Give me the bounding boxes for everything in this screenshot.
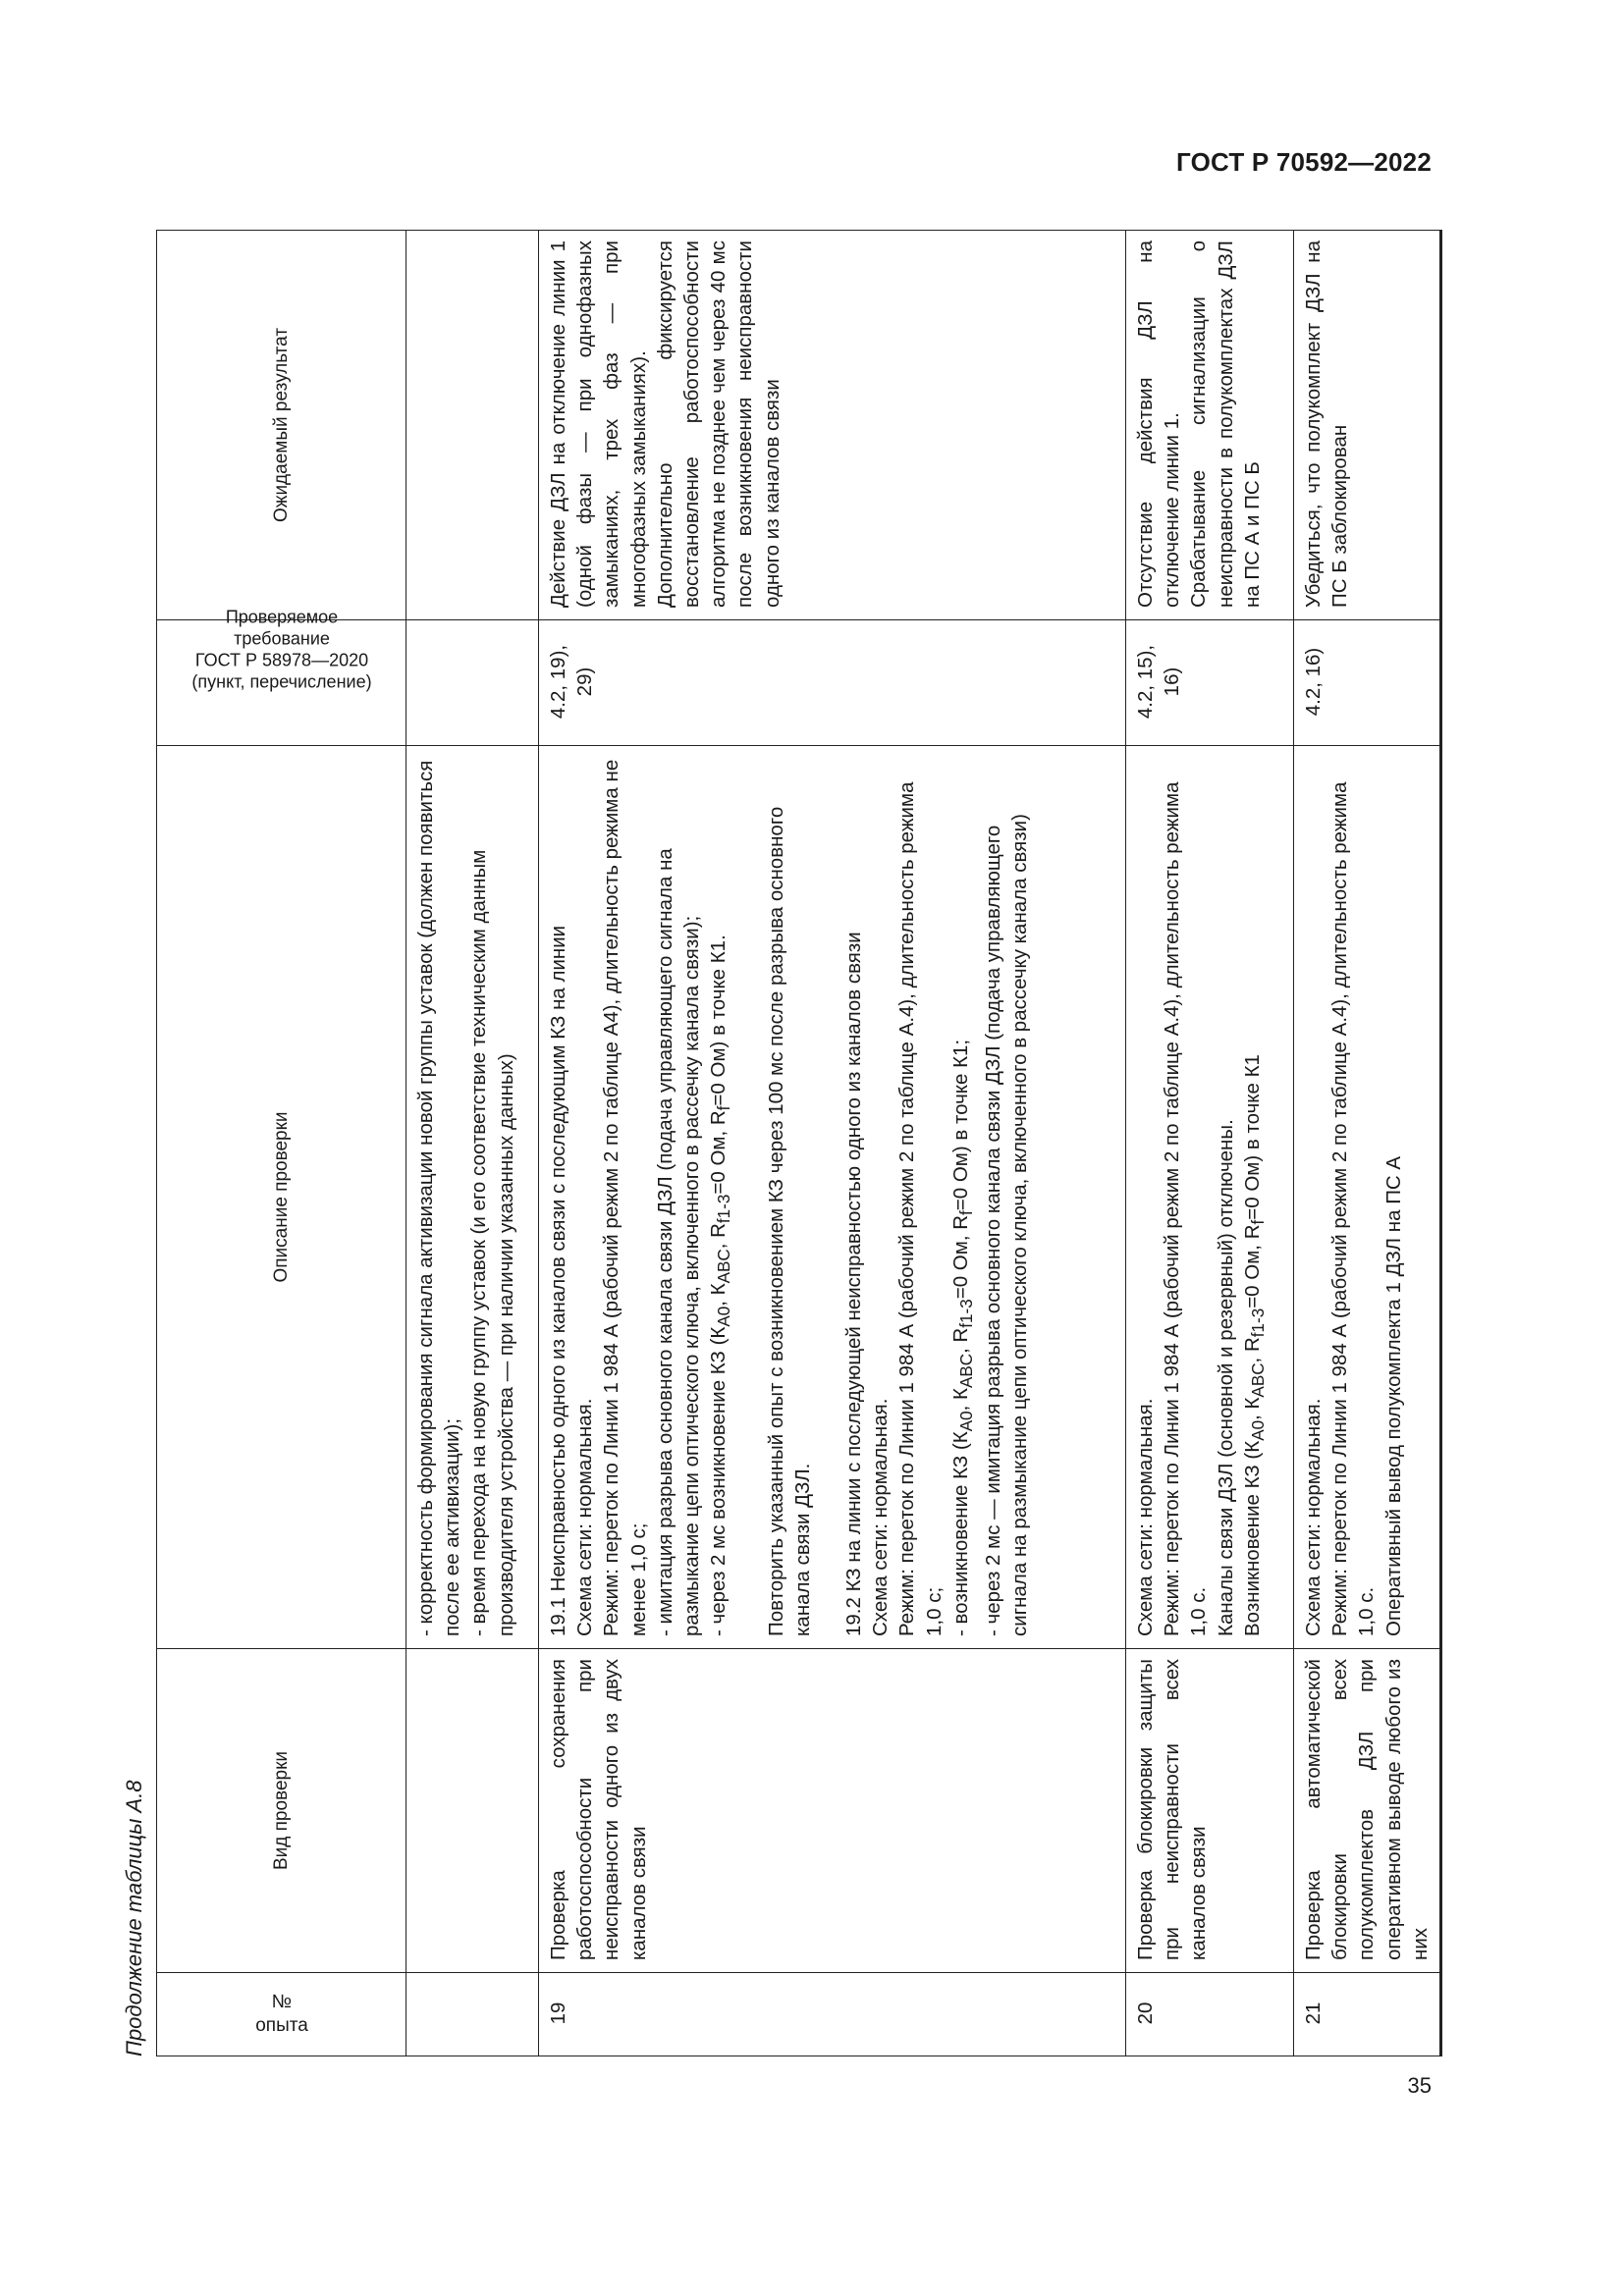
cell-exp: Убедиться, что полукомплект ДЗЛ на ПС Б заблокирован xyxy=(1294,231,1441,620)
cell-desc: Схема сети: нормальная. Режим: переток по Линии 1 984 А (рабочий режим 2 по таблице А.4), длительность режима 1,0 с. Каналы связи ДЗЛ (основной и резервный) отключены. Возникновение КЗ ($К_{A0}$, $К_{ABC}$, $R_{f1-3}=0$ Ом, $R_f=0$ Ом) в точке К1 xyxy=(1126,746,1294,1649)
cell-req: 4.2, 19), 29) xyxy=(539,620,1126,746)
cell-kind: Проверка сохранения работоспособности при неисправности одного из двух каналов связи xyxy=(539,1649,1126,1973)
page-number: 35 xyxy=(1407,2073,1432,2098)
standard-designation: ГОСТ Р 70592—2022 xyxy=(1176,147,1432,177)
cell-exp: Действие ДЗЛ на отключение линии 1 (одной фазы — при однофазных замыканиях, трех фаз — при многофазных замыканиях). Дополнительно фиксируется восстановление работоспособности алгоритма не позднее чем через 40 мс после возникновения неисправности одного из каналов связи xyxy=(539,231,1126,620)
cell-num: 19 xyxy=(539,1973,1126,2056)
cell-desc: Схема сети: нормальная. Режим: переток по Линии 1 984 А (рабочий режим 2 по таблице А.4), длительность режима 1,0 с. Оперативный вывод полукомплекта 1 ДЗЛ на ПС А xyxy=(1294,746,1441,1649)
cell-desc: - корректность формирования сигнала активизации новой группы уставок (должен появиться после ее активизации); - время перехода на новую группу уставок (и его соответствие техническим данным производителя устройства — при наличии указанных данных) xyxy=(406,746,539,1649)
short-circuit-spec: - через 2 мс возникновение КЗ ($К_{A0}$, $К_{ABC}$, $R_{f1-3}=0$ Ом, $R_f=0$ Ом) в точке К1. xyxy=(707,934,734,1636)
table-row xyxy=(1294,231,1441,2056)
table-header-row xyxy=(157,231,406,2056)
header-exp: Ожидаемый результат xyxy=(157,231,406,620)
cell-num: 21 xyxy=(1294,1973,1441,2056)
cell-exp: Отсутствие действия ДЗЛ на отключение линии 1. Срабатывание сигнализации о неисправности в полукомплектах ДЗЛ на ПС А и ПС Б xyxy=(1126,231,1294,620)
test-table xyxy=(156,230,1442,2056)
header-kind: Вид проверки xyxy=(157,1649,406,1973)
table-caption: Продолжение таблицы А.8 xyxy=(122,1780,146,2056)
cell-kind: Проверка блокировки защиты при неисправности всех каналов связи xyxy=(1126,1649,1294,1973)
cell-num: 20 xyxy=(1126,1973,1294,2056)
header-desc: Описание проверки xyxy=(157,746,406,1649)
cell-kind xyxy=(406,1649,539,1973)
table-row xyxy=(406,231,539,2056)
cell-desc: 19.1 Неисправностью одного из каналов связи с последующим КЗ на линии Схема сети: нормальная. Режим: переток по Линии 1 984 А (рабочий режим 2 по таблице А4), длительность режима не менее 1,0 с; - имитация разрыва основного канала связи ДЗЛ (подача управляющего сигнала на размыкание цепи оптического ключа, включенного в рассечку канала связи); - через 2 мс возникновение КЗ ($К_{A0}$, $К_{ABC}$, $R_{f1-3}=0$ Ом, $R_f=0$ Ом) в точке К1. Повторить указанный опыт с возникновением КЗ через 100 мс после разрыва основного канала связи ДЗЛ. 19.2 КЗ на линии с последующей неисправностью одного из каналов связи Схема сети: нормальная. Режим: переток по Линии 1 984 А (рабочий режим 2 по таблице А.4), длительность режима 1,0 с; - возникновение КЗ ($К_{A0}$, $К_{ABC}$, $R_{f1-3}=0$ Ом, $R_f=0$ Ом) в точке К1; - через 2 мс — имитация разрыва основного канала связи ДЗЛ (подача управляющего сигнала на размыкание цепи оптического ключа, включенного в рассечку канала связи) xyxy=(539,746,1126,1649)
rotated-table-frame xyxy=(113,191,1432,2056)
header-req: Проверяемое требование ГОСТ Р 58978—2020 (пункт, перечисление) xyxy=(157,620,406,746)
cell-req: 4.2, 16) xyxy=(1294,620,1441,746)
cell-kind: Проверка автоматической блокировки всех полукомплектов ДЗЛ при оперативном выводе любого из них xyxy=(1294,1649,1441,1973)
cell-exp xyxy=(406,231,539,620)
table-row xyxy=(1126,231,1294,2056)
cell-req xyxy=(406,620,539,746)
table-row xyxy=(539,231,1126,2056)
cell-num xyxy=(406,1973,539,2056)
short-circuit-spec: Возникновение КЗ ($К_{A0}$, $К_{ABC}$, $R_{f1-3}=0$ Ом, $R_f=0$ Ом) в точке К1 xyxy=(1240,1054,1268,1636)
short-circuit-spec: - возникновение КЗ ($К_{A0}$, $К_{ABC}$, $R_{f1-3}=0$ Ом, $R_f=0$ Ом) в точке К1; xyxy=(948,1039,976,1636)
header-num: № опыта xyxy=(157,1973,406,2056)
cell-req: 4.2, 15), 16) xyxy=(1126,620,1294,746)
